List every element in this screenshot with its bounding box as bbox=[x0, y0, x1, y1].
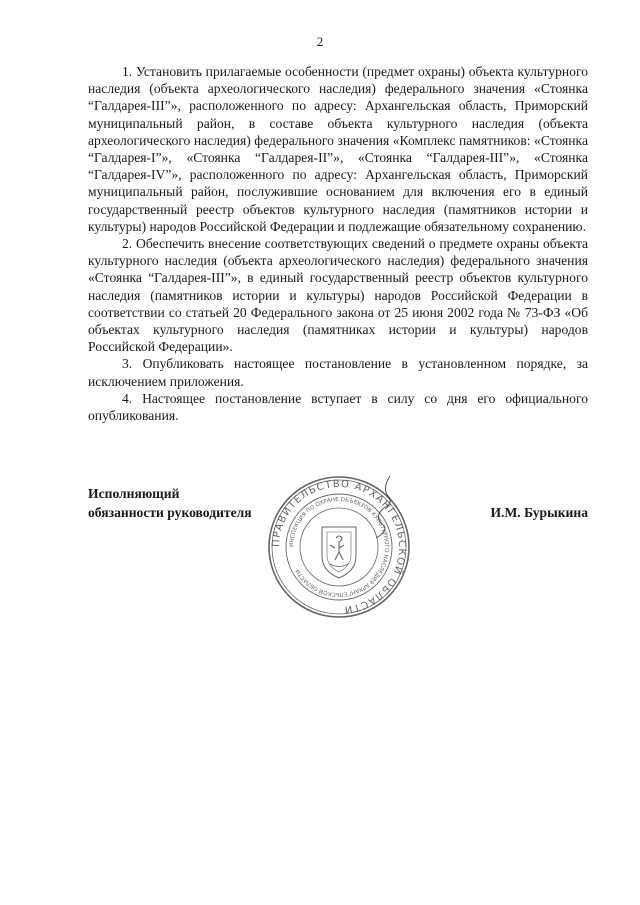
paragraph-3: 3. Опубликовать настоящее постановление в установленном порядке, за исключением приложения. bbox=[88, 356, 588, 389]
official-seal bbox=[264, 472, 414, 622]
page-number: 2 bbox=[316, 34, 324, 49]
signer-title: Исполняющий обязанности руководителя bbox=[88, 486, 252, 520]
paragraph-4: 4. Настоящее постановление вступает в силу со дня его официального опубликования. bbox=[88, 390, 588, 424]
paragraph-2: 2. Обеспечить внесение соответствующих сведений о предмете охраны объекта культурного наследия (объекта археологического наследия) федерального значения «Стоянка “Галдарея-III”», в единый государственный реестр объектов культурного наследия (памятников истории и культуры) народов Российской Федерации в соответствии со статьей 20 Федерального закона от 25 июня 2002 года № 73-ФЗ «Об объектах культурного наследия (памятниках истории и культуры) народов Российской Федерации». bbox=[88, 236, 588, 355]
signature-block bbox=[88, 478, 588, 624]
document-body bbox=[88, 63, 588, 424]
seal-inner-text: ИНСПЕКЦИЯ ПО ОХРАНЕ ОБЪЕКТОВ КУЛЬТУРНОГО НАСЛЕДИЯ АРХАНГЕЛЬСКОЙ ОБЛАСТИ bbox=[288, 496, 390, 598]
paragraph-1: 1. Установить прилагаемые особенности (предмет охраны) объекта культурного наследия (объекта археологического наследия) федерального значения «Стоянка “Галдарея-III”», расположенного по адресу: Архангельская область, Приморский муниципальный район, в составе объекта культурного наследия (объекта археологического наследия) федерального значения «Комплекс памятников: «Стоянка “Галдарея-I”», «Стоянка “Галдарея-II”», «Стоянка “Галдарея-III”», «Стоянка “Галдарея-IV”», расположенного по адресу: Архангельская область, Приморский муниципальный район, послужившие основанием для включения его в единый государственный реестр объектов культурного наследия (памятников истории и культуры) народов Российской Федерации и подлежащие обязательному сохранению. bbox=[88, 64, 588, 234]
signer-name: И.М. Бурыкина bbox=[490, 505, 588, 520]
seal-outer-text: ПРАВИТЕЛЬСТВО АРХАНГЕЛЬСКОЙ ОБЛАСТИ bbox=[270, 478, 408, 615]
coat-of-arms-icon bbox=[322, 527, 356, 578]
